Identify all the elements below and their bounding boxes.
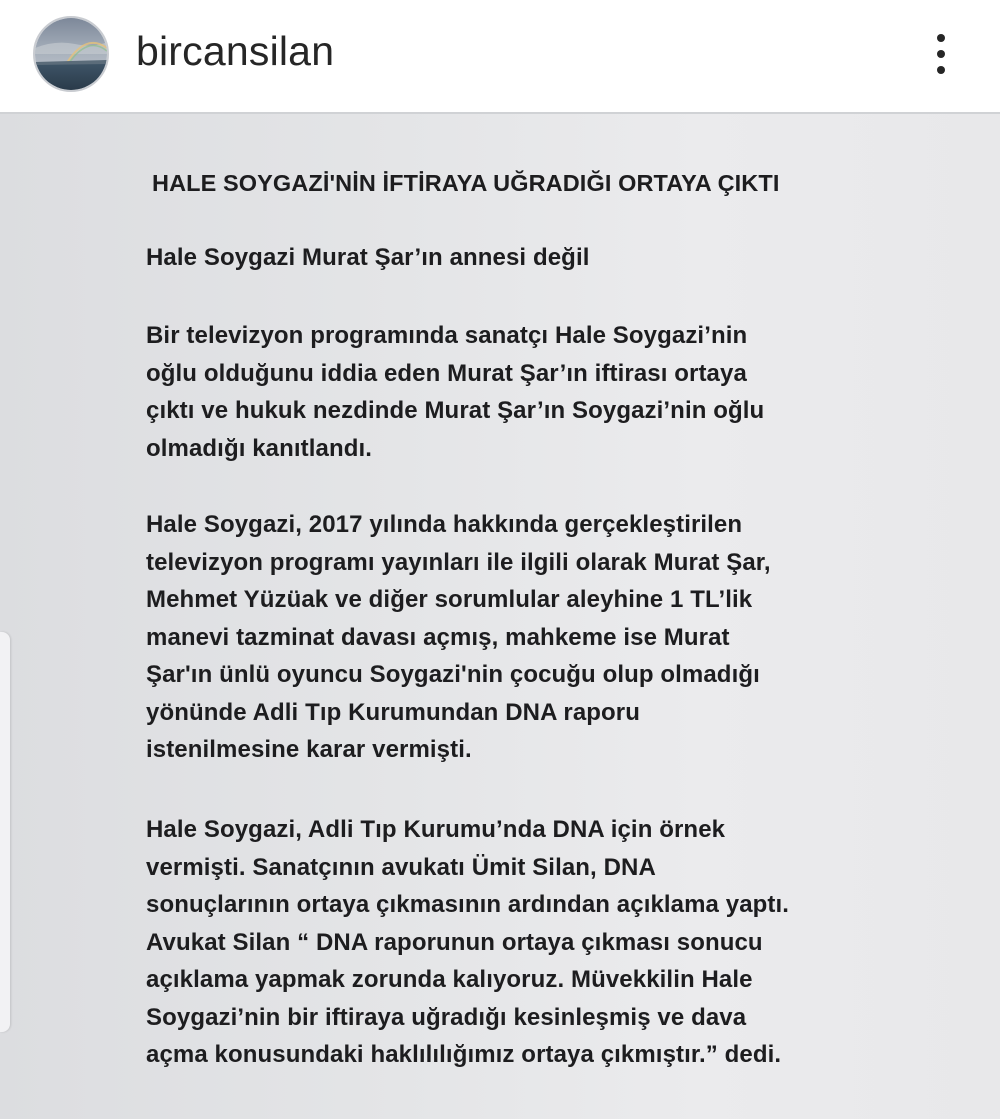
article-paragraph [146, 506, 906, 769]
text-line: Hale Soygazi Murat Şar’ın annesi değil [146, 244, 590, 271]
post-image[interactable] [0, 112, 1000, 1119]
more-options-button[interactable] [916, 26, 966, 82]
text-line: vermişti. Sanatçının avukatı Ümit Silan, DNA [146, 853, 656, 881]
text-line: sonuçlarının ortaya çıkmasının ardından açıklama yaptı. [146, 891, 790, 918]
text-line: açıklama yapmak zorunda kalıyoruz. Müvekkilin Hale [146, 966, 753, 993]
text-line: açma konusundaki haklılılığımız ortaya çıkmıştır.” dedi. [146, 1041, 782, 1068]
text-line: Soygazi’nin bir iftiraya uğradığı kesinleşmiş ve dava [146, 1003, 747, 1031]
text-line: Bir televizyon programında sanatçı Hale Soygazi’nin [146, 322, 748, 349]
text-line: istenilmesine karar vermişti. [146, 736, 472, 763]
article-paragraph [146, 317, 906, 467]
text-line: manevi tazminat davası açmış, mahkeme ise Murat [146, 623, 730, 651]
text-line: Avukat Silan “ DNA raporunun ortaya çıkması sonucu [146, 928, 763, 956]
article-paragraph [146, 811, 906, 1074]
text-line: televizyon programı yayınları ile ilgili olarak Murat Şar, [146, 548, 771, 576]
username[interactable]: bircansilan [136, 28, 335, 74]
text-line: olmadığı kanıtlandı. [146, 434, 373, 462]
text-line: Hale Soygazi, 2017 yılında hakkında gerçekleştirilen [146, 511, 743, 538]
side-tab [0, 632, 10, 1032]
more-vertical-icon [937, 66, 945, 74]
more-vertical-icon [937, 50, 945, 58]
landscape-avatar-icon [35, 18, 107, 90]
avatar[interactable] [33, 16, 109, 92]
text-line: oğlu olduğunu iddia eden Murat Şar’ın iftirası ortaya [146, 359, 747, 387]
text-line: yönünde Adli Tıp Kurumundan DNA raporu [146, 698, 640, 726]
article-subtitle [146, 239, 906, 277]
text-line: Mehmet Yüzüak ve diğer sorumlular aleyhine 1 TL’lik [146, 586, 753, 613]
post-header [0, 0, 1000, 112]
text-line: çıktı ve hukuk nezdinde Murat Şar’ın Soygazi’nin oğlu [146, 397, 765, 424]
article-headline: HALE SOYGAZİ'NİN İFTİRAYA UĞRADIĞI ORTAYA ÇIKTI [152, 170, 780, 196]
image-top-edge [0, 112, 1000, 114]
more-vertical-icon [937, 34, 945, 42]
text-line: Hale Soygazi, Adli Tıp Kurumu’nda DNA için örnek [146, 816, 726, 843]
text-line: Şar'ın ünlü oyuncu Soygazi'nin çocuğu olup olmadığı [146, 661, 760, 688]
